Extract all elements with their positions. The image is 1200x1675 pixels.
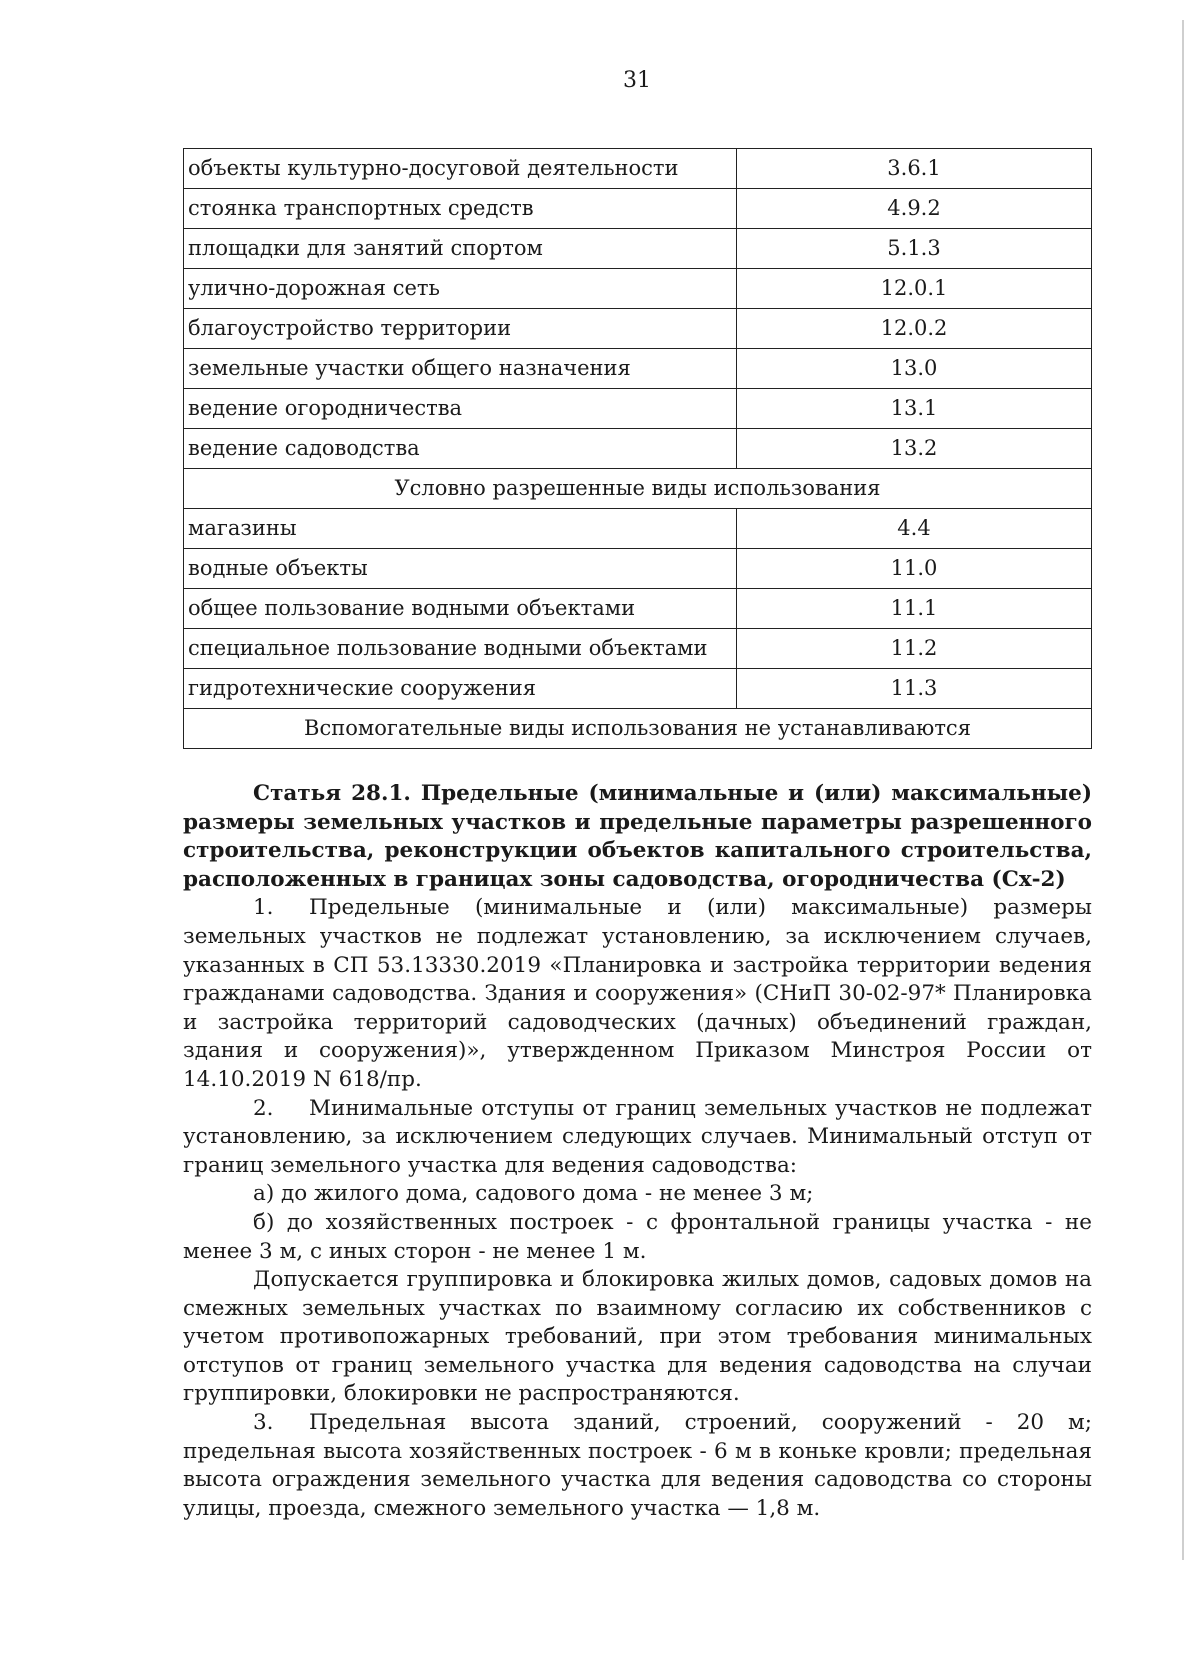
table-row: [184, 269, 1092, 309]
table-row: [184, 149, 1092, 189]
paragraph-2: [183, 1095, 1092, 1181]
use-name: площадки для занятий спортом: [184, 229, 737, 269]
paragraph-text: Минимальные отступы от границ земельных участков не подлежат установлению, за исключением следующих случаев. Минимальный отступ от границ земельного участка для ведения садоводства:: [183, 1095, 1092, 1178]
table-row: [184, 669, 1092, 709]
table-row: [184, 229, 1092, 269]
table-row: [184, 629, 1092, 669]
table-row: [184, 589, 1092, 629]
auxiliary-uses-note: Вспомогательные виды использования не устанавливаются: [184, 709, 1092, 749]
use-code: 13.2: [737, 429, 1092, 469]
use-code: 12.0.1: [737, 269, 1092, 309]
use-name: благоустройство территории: [184, 309, 737, 349]
use-name: магазины: [184, 509, 737, 549]
use-code: 11.3: [737, 669, 1092, 709]
use-name: стоянка транспортных средств: [184, 189, 737, 229]
paragraph-text: Предельные (минимальные и (или) максимальные) размеры земельных участков не подлежат установлению, за исключением случаев, указанных в СП 53.13330.2019 «Планировка и застройка территории ведения гражданами садоводства. Здания и сооружения» (СНиП 30-02-97* Планировка и застройка территорий садоводческих (дачных) объединений граждан, здания и сооружения)», утвержденном Приказом Минстроя России от 14.10.2019 N 618/пр.: [183, 895, 1092, 1092]
use-code: 12.0.2: [737, 309, 1092, 349]
use-name: гидротехнические сооружения: [184, 669, 737, 709]
article-heading: Статья 28.1. Предельные (минимальные и (или) максимальные) размеры земельных участков и предельные параметры разрешенного строительства, реконструкции объектов капитального строительства, расположенных в границах зоны садоводства, огородничества (Сх-2): [183, 781, 1092, 892]
use-name: ведение огородничества: [184, 389, 737, 429]
table-row: [184, 349, 1092, 389]
use-code: 5.1.3: [737, 229, 1092, 269]
conditional-uses-heading: Условно разрешенные виды использования: [184, 469, 1092, 509]
paragraph-2a: а) до жилого дома, садового дома - не менее 3 м;: [253, 1181, 814, 1207]
table-row: [184, 309, 1092, 349]
paragraph-number: 2.: [253, 1095, 274, 1121]
table-section-row: [184, 709, 1092, 749]
table-row: [184, 549, 1092, 589]
use-code: 11.2: [737, 629, 1092, 669]
paragraph-2b: б) до хозяйственных построек - с фронтальной границы участка - не менее 3 м, с иных сторон - не менее 1 м.: [183, 1209, 1092, 1264]
table-row: [184, 429, 1092, 469]
use-name: специальное пользование водными объектами: [184, 629, 737, 669]
use-name: улично-дорожная сеть: [184, 269, 737, 309]
use-code: 13.1: [737, 389, 1092, 429]
paragraph-number: 1.: [253, 895, 274, 921]
page-number: 31: [623, 68, 651, 93]
land-use-table: [183, 148, 1092, 749]
use-code: 13.0: [737, 349, 1092, 389]
use-name: земельные участки общего назначения: [184, 349, 737, 389]
use-code: 4.4: [737, 509, 1092, 549]
table-row: [184, 189, 1092, 229]
table-row: [184, 509, 1092, 549]
paragraph-number: 3.: [253, 1410, 274, 1436]
scan-edge-line: [1182, 20, 1184, 1560]
table-row: [184, 389, 1092, 429]
article-28-1: [183, 780, 1092, 1523]
table-section-row: [184, 469, 1092, 509]
paragraph-text: Предельная высота зданий, строений, сооружений - 20 м; предельная высота хозяйственных построек - 6 м в коньке кровли; предельная высота ограждения земельного участка для ведения садоводства со стороны улицы, проезда, смежного земельного участка — 1,8 м.: [183, 1410, 1092, 1521]
use-name: общее пользование водными объектами: [184, 589, 737, 629]
paragraph-1: [183, 894, 1092, 1094]
use-code: 11.0: [737, 549, 1092, 589]
paragraph-2-note: Допускается группировка и блокировка жилых домов, садовых домов на смежных земельных участках по взаимному согласию их собственников с учетом противопожарных требований, при этом требования минимальных отступов от границ земельного участка для ведения садоводства на случаи группировки, блокировки не распространяются.: [183, 1267, 1092, 1407]
use-name: объекты культурно-досуговой деятельности: [184, 149, 737, 189]
paragraph-3: [183, 1409, 1092, 1523]
use-name: ведение садоводства: [184, 429, 737, 469]
use-code: 4.9.2: [737, 189, 1092, 229]
use-code: 11.1: [737, 589, 1092, 629]
use-name: водные объекты: [184, 549, 737, 589]
use-code: 3.6.1: [737, 149, 1092, 189]
